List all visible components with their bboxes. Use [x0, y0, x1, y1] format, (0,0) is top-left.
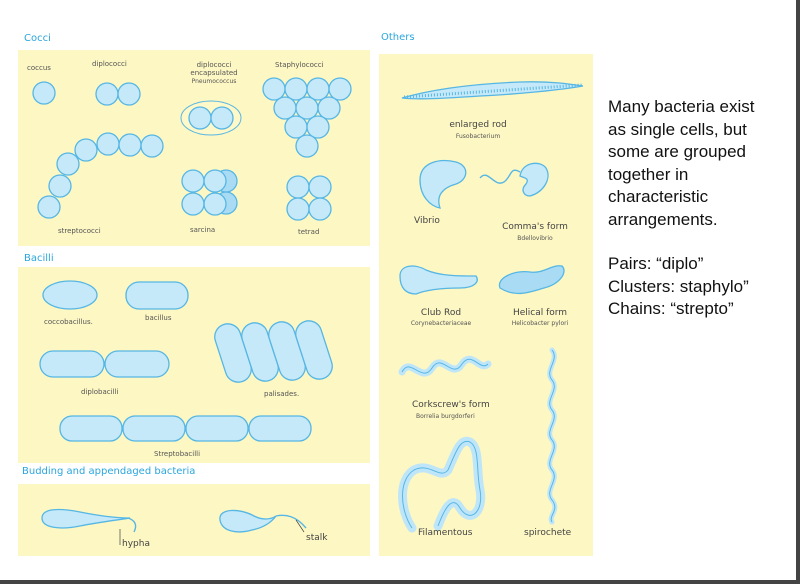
corynebacteriaceae-label: Corynebacteriaceae [410, 320, 472, 327]
stalk-drawing [220, 510, 306, 532]
note-clusters: Clusters: staphylo” [608, 276, 749, 296]
tetrad-drawing [287, 176, 331, 220]
note-line-2: as single cells, but [608, 119, 747, 139]
others-section-title: Others [381, 32, 415, 43]
bdellovibrio-drawing [480, 163, 548, 196]
club-rod-label: Club Rod [420, 308, 462, 318]
note-line-5: characteristic [608, 187, 709, 206]
tetrad-label: tetrad [298, 228, 320, 236]
diplococci-encapsulated-label: diplococci [196, 61, 232, 69]
corkscrew-form-label: Corkscrew's form [412, 400, 490, 410]
streptobacilli-label: Streptobacilli [154, 450, 201, 458]
bacillus-drawing [126, 282, 188, 309]
note-line-1: Many bacteria exist [608, 97, 755, 116]
helicobacter-label: Helicobacter pylori [511, 320, 569, 327]
staphylococci-drawing [263, 78, 351, 157]
palisades-label: palisades. [264, 390, 300, 398]
pneumococcus-label: Pneumococcus [191, 78, 237, 85]
note-pairs: Pairs: “diplo” [608, 254, 704, 273]
explanation-text [608, 96, 788, 321]
bdellovibrio-label: Bdellovibrio [517, 235, 553, 242]
coccobacillus-drawing [43, 281, 97, 309]
staphylococci-label: Staphylococci [275, 61, 324, 69]
vibrio-label: Vibrio [414, 216, 440, 226]
enlarged-rod-label: enlarged rod [449, 120, 507, 130]
filamentous-drawing [403, 441, 481, 528]
vibrio-drawing [420, 161, 466, 208]
helical-form-label: Helical form [512, 308, 568, 318]
streptococci-drawing [38, 133, 163, 218]
streptobacilli-drawing [60, 416, 311, 441]
diplococci-drawing [96, 83, 140, 105]
note-line-6: arrangements. [608, 209, 718, 229]
fusobacterium-drawing [402, 82, 583, 99]
corkscrew-drawing [402, 359, 488, 373]
sarcina-drawing [182, 170, 237, 215]
diplobacilli-drawing [40, 351, 169, 377]
diplococci-label: diplococci [92, 60, 127, 68]
streptococci-label: streptococci [58, 227, 101, 235]
coccobacillus-label: coccobacillus. [44, 318, 93, 326]
budding-section-title: Budding and appendaged bacteria [22, 466, 196, 477]
note-chains: Chains: “strepto” [608, 299, 734, 318]
spirochete-drawing [550, 350, 555, 522]
borrelia-label: Borrelia burgdorferi [416, 413, 475, 420]
note-line-4: together in [608, 164, 689, 184]
helical-form-drawing [499, 266, 564, 294]
pneumococcus-drawing [181, 101, 241, 135]
bacillus-label: bacillus [145, 314, 172, 322]
sarcina-label: sarcina [190, 226, 216, 234]
filamentous-label: Filamentous [418, 528, 473, 538]
club-rod-drawing [400, 266, 477, 294]
spirochete-label: spirochete [524, 528, 572, 538]
fusobacterium-label: Fusobacterium [455, 133, 501, 140]
bacilli-section-title: Bacilli [24, 253, 54, 264]
hypha-label: hypha [122, 539, 150, 549]
coccus-label: coccus [27, 64, 51, 72]
encapsulated-label: encapsulated [190, 69, 238, 77]
note-line-3: some are grouped [608, 142, 746, 161]
palisades-drawing [211, 317, 335, 385]
coccus-drawing [33, 82, 55, 104]
cocci-section-title: Cocci [24, 33, 51, 44]
commas-form-label: Comma's form [502, 222, 568, 232]
diplobacilli-label: diplobacilli [81, 388, 119, 396]
stalk-label: stalk [306, 533, 328, 543]
